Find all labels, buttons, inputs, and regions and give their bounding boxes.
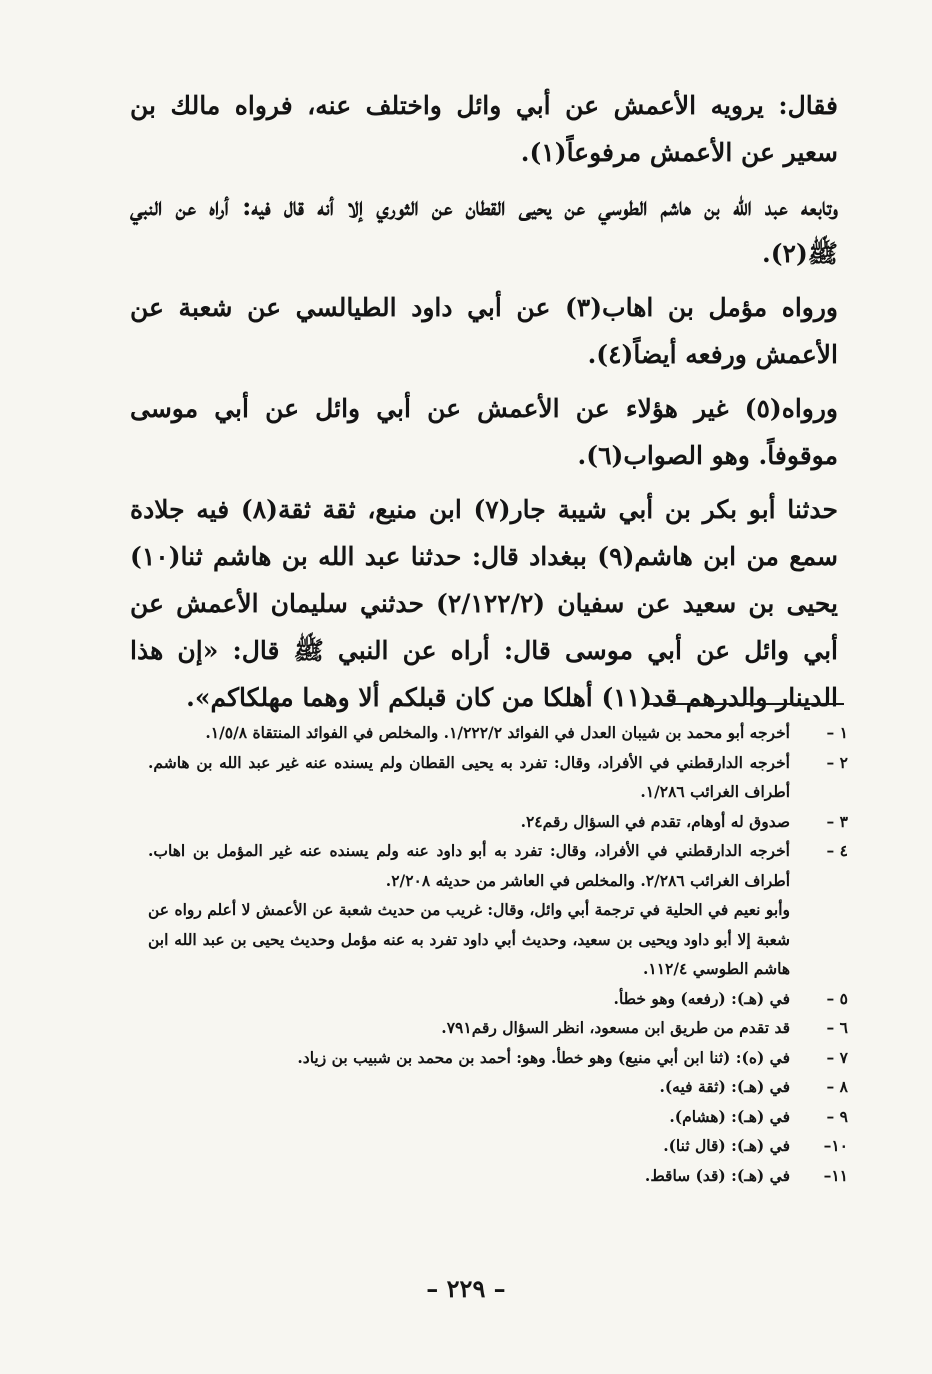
footnote-text: في (هـ): (قال ثنا). bbox=[663, 1136, 790, 1155]
footnote-number: ٧ – bbox=[826, 1047, 848, 1067]
main-text bbox=[130, 82, 838, 728]
footnote-number: ٥ – bbox=[826, 988, 848, 1008]
footnote-number: ٦ – bbox=[826, 1018, 848, 1037]
footnote bbox=[148, 1161, 848, 1191]
footnote-number: ٩ – bbox=[826, 1106, 848, 1126]
footnotes bbox=[148, 718, 848, 1190]
footnote bbox=[148, 748, 848, 807]
footnote-divider bbox=[648, 703, 844, 705]
paragraph: فقال: يرويه الأعمش عن أبي وائل واختلف عنه، فرواه مالك بن سعير عن الأعمش مرفوعاً(١). bbox=[130, 91, 838, 167]
footnote-number: ٢ – bbox=[826, 752, 848, 772]
footnote-text: في (هـ): (رفعه) وهو خطأ. bbox=[613, 988, 790, 1008]
footnote-number: ١ – bbox=[826, 723, 848, 742]
paragraph: ورواه(٥) غير هؤلاء عن الأعمش عن أبي وائل عن أبي موسى موقوفاً. وهو الصواب(٦). bbox=[130, 394, 838, 470]
footnote bbox=[148, 984, 848, 1014]
footnote bbox=[148, 1043, 848, 1073]
footnote-text: في (هـ): (قد) ساقط. bbox=[644, 1165, 790, 1185]
footnote bbox=[148, 1072, 848, 1102]
footnote bbox=[148, 836, 848, 895]
paragraph: حدثنا أبو بكر بن أبي شيبة جار(٧) ابن منيع، ثقة ثقة(٨) فيه جلادة سمع من ابن هاشم(٩) ببغداد قال: حدثنا عبد الله بن هاشم ثنا(١٠) يحيى بن سعيد عن سفيان (٢/١٢٢/٢) حدثني سليمان الأعمش عن أبي وائل عن أبي موسى قال: أراه عن النبي ﷺ قال: «إن هذا الدينار والدرهم قد(١١) أهلكا من كان قبلكم ألا وهما مهلكاكم». bbox=[130, 495, 838, 712]
page-number: – ٢٢٩ – bbox=[426, 1274, 506, 1303]
footnote-text: في (ه): (ثنا ابن أبي منيع) وهو خطأ. وهو: أحمد بن محمد بن شبيب بن زياد. bbox=[297, 1047, 790, 1067]
footnote-text: أخرجه الدارقطني في الأفراد، وقال: تفرد به يحيى القطان ولم يسنده عنه غير عبد الله بن هاشم. أطراف الغرائب ١/٢٨٦. bbox=[148, 752, 790, 801]
footnote-continuation: وأبو نعيم في الحلية في ترجمة أبي وائل، وقال: غريب من حديث شعبة عن الأعمش لا أعلم رواه عن شعبة إلا أبو داود ويحيى بن سعيد، وحديث أبي داود تفرد به عنه مؤمل وحديث يحيى بن عبد الله ابن هاشم الطوسي ١١٢/٤. bbox=[148, 900, 790, 978]
footnote-text: أخرجه الدارقطني في الأفراد، وقال: تفرد به أبو داود عنه ولم يسنده عنه غير المؤمل بن اهاب. أطراف الغرائب ٢/٢٨٦. والمخلص في العاشر من حديثه ٢/٢٠٨. bbox=[148, 841, 790, 890]
footnote-text: قد تقدم من طريق ابن مسعود، انظر السؤال رقم٧٩١. bbox=[441, 1018, 790, 1037]
footnote bbox=[148, 807, 848, 837]
footnote-text: صدوق له أوهام، تقدم في السؤال رقم٢٤. bbox=[520, 811, 790, 831]
footnote bbox=[148, 1131, 848, 1161]
paragraph: ورواه مؤمل بن اهاب(٣) عن أبي داود الطيالسي عن شعبة عن الأعمش ورفعه أيضاً(٤). bbox=[130, 293, 838, 369]
footnote bbox=[148, 1102, 848, 1132]
paragraph: وتابعه عبد الله بن هاشم الطوسي عن يحيى القطان عن الثوري إلا أنه قال فيه: أراه عن النبي ﷺ(٢). bbox=[130, 192, 838, 268]
footnote-text: في (هـ): (ثقة فيه). bbox=[659, 1077, 790, 1096]
footnote-number: ١٠– bbox=[823, 1136, 848, 1155]
footnote-number: ٨ – bbox=[826, 1077, 848, 1096]
footnote-number: ٤ – bbox=[826, 841, 848, 860]
footnote bbox=[148, 1013, 848, 1043]
footnote-number: ٣ – bbox=[826, 811, 848, 831]
footnote-number: ١١– bbox=[823, 1165, 848, 1185]
footnote bbox=[148, 718, 848, 748]
footnote-text: أخرجه أبو محمد بن شيبان العدل في الفوائد ١/٢٢٢/٢. والمخلص في الفوائد المنتقاة ١/٥/٨. bbox=[205, 723, 790, 742]
footnote-text: في (هـ): (هشام). bbox=[669, 1106, 790, 1126]
